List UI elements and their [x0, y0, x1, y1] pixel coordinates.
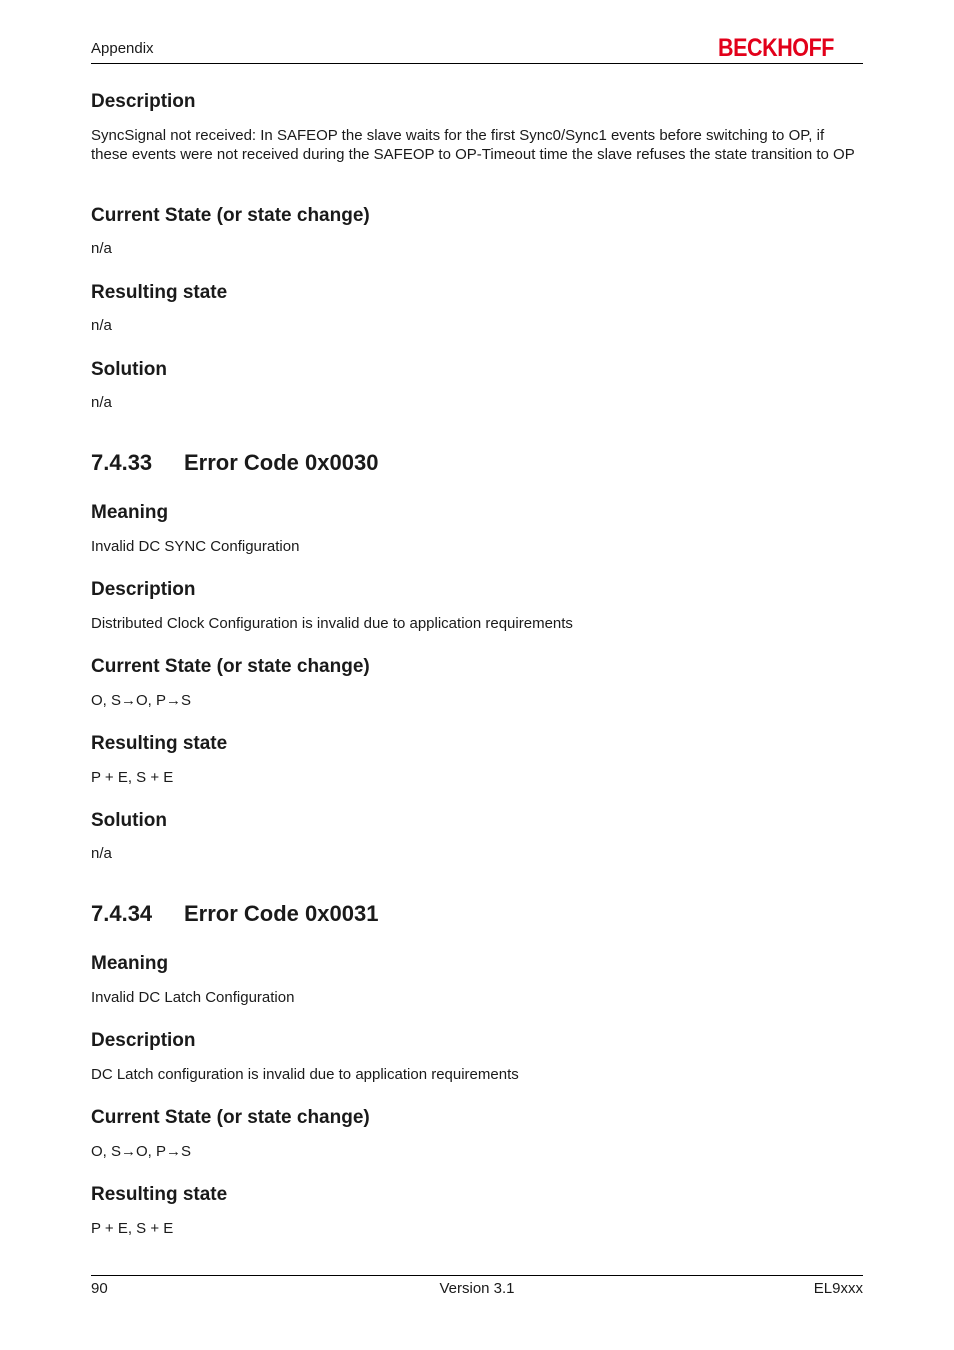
document-version: Version 3.1: [439, 1280, 515, 1297]
section-number: 7.4.34: [91, 901, 153, 926]
current-state-value: n/a: [91, 240, 112, 257]
beckhoff-logo: BECKHOFF: [718, 34, 835, 62]
resulting-state-heading: Resulting state: [91, 282, 228, 303]
resulting-state-value: P + E, S + E: [91, 1220, 174, 1237]
header-section-label: Appendix: [91, 40, 154, 57]
product-name: EL9xxx: [813, 1280, 863, 1297]
meaning-value: Invalid DC Latch Configuration: [91, 989, 295, 1006]
page-number: 90: [91, 1280, 108, 1297]
description-text: SyncSignal not received: In SAFEOP the slave waits for the first Sync0/Sync1 events before switching to OP, if these events were not received during the SAFEOP to OP-Timeout time the slave refuses the state transition to OP: [91, 127, 855, 163]
resulting-state-value: n/a: [91, 317, 112, 334]
section-number: 7.4.33: [91, 450, 153, 475]
resulting-state-heading: Resulting state: [91, 733, 228, 754]
section-heading-7-4-34: [91, 901, 378, 927]
solution-heading: Solution: [91, 359, 167, 380]
solution-value: n/a: [91, 394, 112, 411]
meaning-heading: Meaning: [91, 953, 169, 974]
meaning-value: Invalid DC SYNC Configuration: [91, 538, 300, 555]
section-heading-7-4-33: [91, 450, 378, 476]
section-title: Error Code 0x0030: [184, 450, 379, 475]
solution-heading: Solution: [91, 810, 167, 831]
resulting-state-value: P + E, S + E: [91, 769, 174, 786]
current-state-value: O, S→O, P→S: [91, 1143, 192, 1160]
current-state-heading: Current State (or state change): [91, 1107, 370, 1128]
section-title: Error Code 0x0031: [184, 901, 379, 926]
header-rule: [91, 63, 863, 64]
description-heading: Description: [91, 1030, 196, 1051]
description-heading: Description: [91, 91, 196, 112]
meaning-heading: Meaning: [91, 502, 169, 523]
current-state-value: O, S→O, P→S: [91, 692, 192, 709]
solution-value: n/a: [91, 845, 112, 862]
footer-rule: [91, 1275, 863, 1276]
description-text: DC Latch configuration is invalid due to application requirements: [91, 1066, 519, 1083]
current-state-heading: Current State (or state change): [91, 205, 370, 226]
description-text: Distributed Clock Configuration is invalid due to application requirements: [91, 615, 573, 632]
description-heading: Description: [91, 579, 196, 600]
resulting-state-heading: Resulting state: [91, 1184, 228, 1205]
current-state-heading: Current State (or state change): [91, 656, 370, 677]
